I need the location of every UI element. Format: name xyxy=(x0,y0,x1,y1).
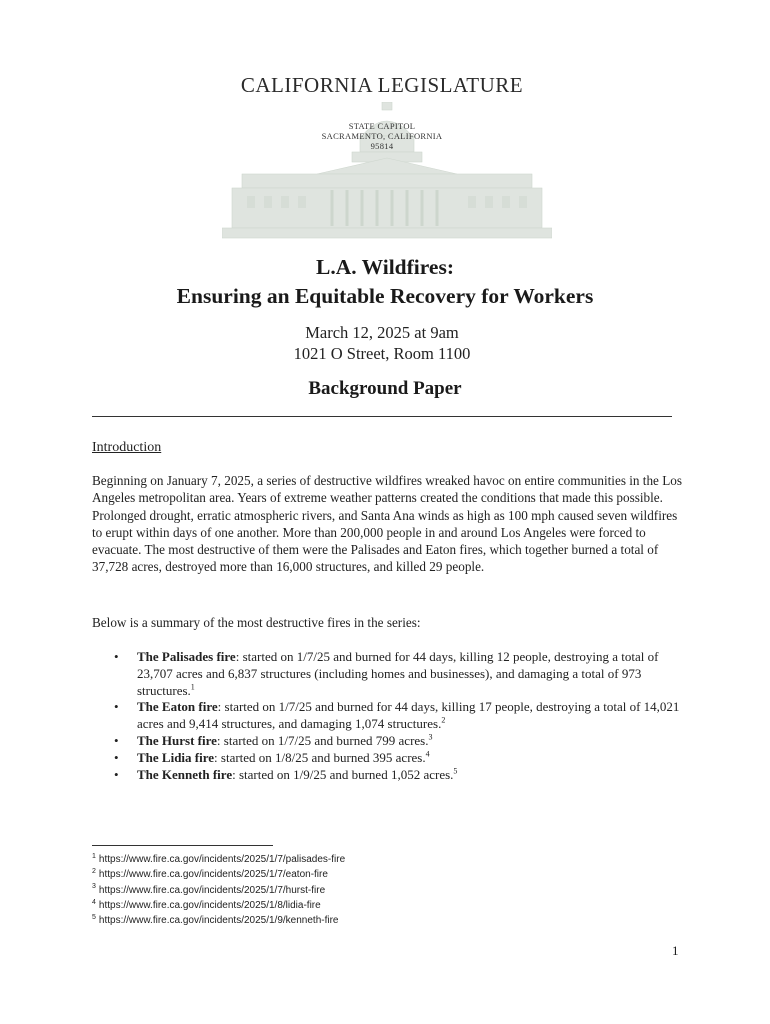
document-title-line-2: Ensuring an Equitable Recovery for Workers xyxy=(176,284,594,308)
footnote-number: 5 xyxy=(92,913,96,921)
footnote-divider xyxy=(92,845,273,846)
bullet-icon: • xyxy=(114,766,119,782)
bullet-icon: • xyxy=(114,649,119,664)
footnote-link[interactable]: https://www.fire.ca.gov/incidents/2025/1/7/eaton-fire xyxy=(98,869,328,881)
footnote-number: 2 xyxy=(92,867,96,875)
footnote xyxy=(92,852,592,867)
footnote-link[interactable]: https://www.fire.ca.gov/incidents/2025/1/7/palisades-fire xyxy=(98,854,346,865)
list-item xyxy=(92,733,692,750)
footnote-link[interactable]: https://www.fire.ca.gov/incidents/2025/1/7/hurst-fire xyxy=(98,884,326,896)
fire-details: : started on 1/8/25 and burned 395 acres. xyxy=(214,749,426,765)
paper-type-heading: Background Paper xyxy=(308,378,462,399)
fire-summary-list xyxy=(92,649,692,783)
fire-name: The Lidia fire xyxy=(137,749,215,765)
page-number: 1 xyxy=(672,943,679,958)
fire-details: : started on 1/7/25 and burned 799 acres. xyxy=(216,732,429,748)
list-item xyxy=(92,649,692,699)
list-item xyxy=(92,767,692,784)
footnote-number: 1 xyxy=(92,852,96,860)
bullet-icon: • xyxy=(114,732,119,748)
intro-paragraph: Beginning on January 7, 2025, a series of destructive wildfires wreaked havoc on entire communities in the Los Angeles metropolitan area. Years of extreme weather patterns created the conditions that made this possible. Prolonged drought, erratic atmospheric rivers, and Santa Ana winds as high as 100 mph caused seven wildfires to erupt within days of one another. More than 200,000 people in and around Los Angeles were forced to evacuate. The most destructive of them were the Palisades and Eaton fires, which together burned a total of 37,728 acres, destroyed more than 16,000 structures, and killed 29 people. xyxy=(92,473,682,575)
footnote-link[interactable]: https://www.fire.ca.gov/incidents/2025/1/8/lidia-fire xyxy=(98,899,321,911)
footnote-ref: 2 xyxy=(441,715,446,725)
address-line-3: 95814 xyxy=(370,141,394,151)
footnote-ref: 1 xyxy=(190,682,195,692)
list-item xyxy=(92,699,692,733)
list-item xyxy=(92,750,692,767)
hearing-date-time: March 12, 2025 at 9am xyxy=(305,323,459,342)
footnote xyxy=(92,913,592,928)
fire-name: The Eaton fire xyxy=(137,699,218,715)
fire-name: The Hurst fire xyxy=(137,732,217,748)
fire-details: : started on 1/7/25 and burned for 44 days, killing 17 people, destroying a total of 14,021 acres and 9,414 structures, and damaging 1,074 structures. xyxy=(137,699,680,732)
footnote-number: 4 xyxy=(92,898,96,906)
fire-details: : started on 1/9/25 and burned 1,052 acres. xyxy=(232,766,454,782)
title-divider xyxy=(92,416,672,417)
hearing-location: 1021 O Street, Room 1100 xyxy=(293,344,471,363)
footnote-ref: 4 xyxy=(425,749,430,759)
section-heading-introduction: Introduction xyxy=(92,440,162,455)
fire-name: The Palisades fire xyxy=(137,649,236,664)
bullet-icon: • xyxy=(114,699,119,715)
letterhead-address xyxy=(0,121,764,151)
summary-intro-paragraph: Below is a summary of the most destructive fires in the series: xyxy=(92,615,421,630)
document-title-line-1: L.A. Wildfires: xyxy=(316,255,454,279)
footnote-ref: 5 xyxy=(453,766,458,776)
address-line-2: SACRAMENTO, CALIFORNIA xyxy=(321,131,443,141)
footnote xyxy=(92,883,592,898)
fire-details: : started on 1/7/25 and burned for 44 days, killing 12 people, destroying a total of 23,707 acres and 6,837 structures (including homes and businesses), and damaging a total of 973 structures. xyxy=(137,649,659,698)
footnote-link[interactable]: https://www.fire.ca.gov/incidents/2025/1/9/kenneth-fire xyxy=(98,915,339,927)
bullet-icon: • xyxy=(114,749,119,765)
footnote-ref: 3 xyxy=(428,732,433,742)
letterhead-title: CALIFORNIA LEGISLATURE xyxy=(240,73,524,97)
footnote-number: 3 xyxy=(92,883,96,891)
footnote xyxy=(92,867,592,882)
fire-name: The Kenneth fire xyxy=(137,766,233,782)
footnote xyxy=(92,898,592,913)
address-line-1: STATE CAPITOL xyxy=(348,121,416,131)
footnotes-list xyxy=(92,852,592,928)
